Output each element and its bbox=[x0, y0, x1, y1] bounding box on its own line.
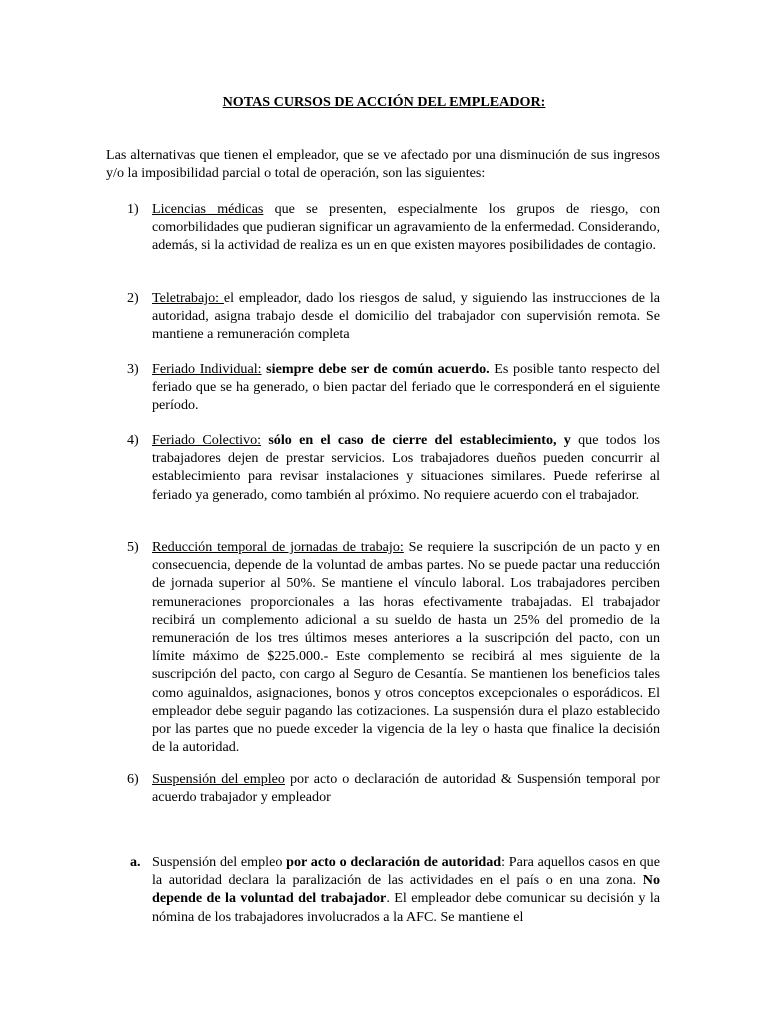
sub-item-bold-text: No depende de la voluntad del trabajador bbox=[152, 872, 660, 907]
list-item-3 bbox=[127, 360, 661, 415]
item-bold-text: sólo en el caso de cierre del establecimiento, y bbox=[261, 432, 571, 448]
item-text: por acto o declaración de autoridad & Suspensión temporal por acuerdo trabajador y empleador bbox=[152, 771, 660, 806]
sub-item-text: Suspensión del empleo bbox=[152, 854, 287, 870]
sub-item-text: . El empleador debe comunicar su decisión y la nómina de los trabajadores involucrados a la AFC. Se mantiene el bbox=[152, 890, 660, 925]
list-item-2 bbox=[127, 289, 660, 344]
list-number: 2) bbox=[127, 290, 139, 306]
item-heading: Suspensión del empleo bbox=[152, 771, 285, 787]
sub-item-a bbox=[130, 853, 660, 926]
item-text: el empleador, dado los riesgos de salud, y siguiendo las instrucciones de la autoridad, asigna trabajo desde el domicilio del trabajador con supervisión remota. Se mantiene a remuneración completa bbox=[152, 290, 660, 343]
list-item-1 bbox=[127, 200, 660, 255]
list-item-5 bbox=[127, 538, 660, 756]
document-title: NOTAS CURSOS DE ACCIÓN DEL EMPLEADOR: bbox=[222, 94, 546, 110]
item-text: Se requiere la suscripción de un pacto y en consecuencia, depende de la voluntad de ambas partes. No se puede pactar una reducción de jornada superior al 50%. Se mantiene el vínculo laboral. Los trabajadores perciben remuneraciones proporcionales a las horas efectivamente trabajadas. El trabajador recibirá un complemento adicional a su sueldo de hasta un 25% del promedio de la remuneración de los tres últimos meses anteriores a la suscripción del pacto, con un límite máximo de $225.000.- Este complemento se recibirá al mes siguiente de la suscripción del pacto, con cargo al Seguro de Cesantía. Se mantienen los beneficios tales como aguinaldos, asignaciones, bonos y otros conceptos excepcionales o esporádicos. El empleador debe seguir pagando las cotizaciones. La suspensión dura el plazo establecido por las partes que no puede exceder la vigencia de la ley o hasta que finalice la decisión de la autoridad. bbox=[152, 539, 660, 756]
item-text: que se presenten, especialmente los grupos de riesgo, con comorbilidades que pudieran significar un agravamiento de la enfermedad. Considerando, además, si la actividad de realiza es un en que existen mayores posibilidades de contagio. bbox=[152, 201, 660, 254]
sub-item-text: : Para aquellos casos en que la autoridad declara la paralización de las actividades en el país o en una zona. bbox=[152, 854, 660, 889]
item-heading: Feriado Colectivo: bbox=[152, 432, 262, 448]
item-text: que todos los trabajadores dejen de prestar servicios. Los trabajadores dueños pueden concurrir al establecimiento para revisar instalaciones y situaciones similares. Puede referirse al feriado ya generado, como también al próximo. No requiere acuerdo con el trabajador. bbox=[152, 432, 660, 503]
list-number: 3) bbox=[127, 361, 139, 377]
list-item-6 bbox=[127, 770, 660, 806]
sub-item-bold-text: por acto o declaración de autoridad bbox=[286, 854, 502, 870]
item-heading: Teletrabajo: bbox=[152, 290, 224, 306]
list-number: 1) bbox=[127, 201, 139, 217]
item-heading: Licencias médicas bbox=[152, 201, 264, 217]
list-item-4 bbox=[127, 431, 660, 504]
list-number: 4) bbox=[127, 432, 139, 448]
list-number: 6) bbox=[127, 771, 139, 787]
item-heading: Feriado Individual: bbox=[152, 361, 262, 377]
item-bold-text: siempre debe ser de común acuerdo. bbox=[261, 361, 490, 377]
item-text: Es posible tanto respecto del feriado que se ha generado, o bien pactar del feriado que le corresponderá en el siguiente período. bbox=[152, 361, 661, 414]
item-heading: Reducción temporal de jornadas de trabajo: bbox=[152, 539, 404, 555]
intro-paragraph: Las alternativas que tienen el empleador, que se ve afectado por una disminución de sus ingresos y/o la imposibilidad parcial o total de operación, son las siguientes: bbox=[106, 147, 660, 182]
sub-item-letter: a. bbox=[130, 854, 141, 870]
list-number: 5) bbox=[127, 539, 139, 555]
